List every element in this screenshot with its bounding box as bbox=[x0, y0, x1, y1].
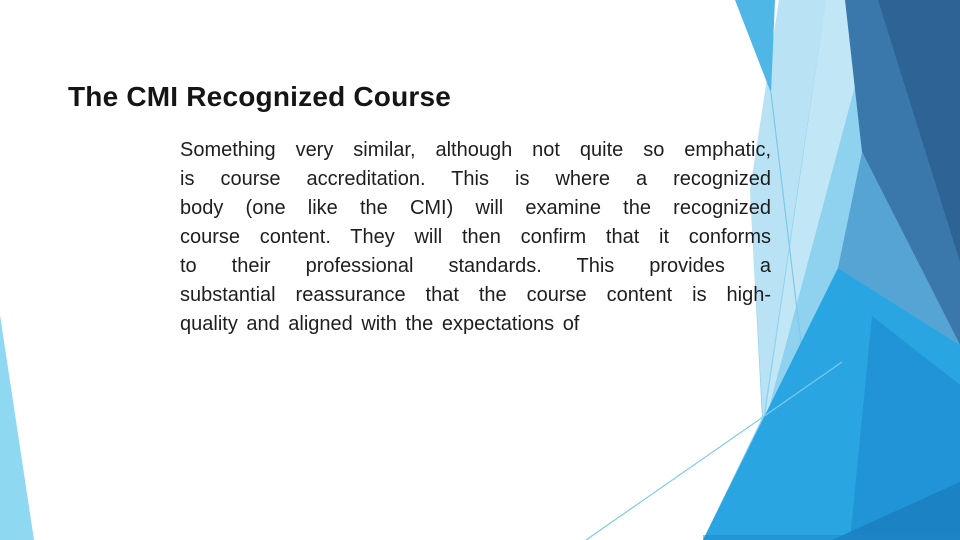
slide-body bbox=[180, 136, 771, 339]
body-line: course content. They will then confirm that it conforms bbox=[180, 226, 771, 248]
body-line: is course accreditation. This is where a recognized bbox=[180, 168, 771, 190]
body-line: Something very similar, although not quite so emphatic, bbox=[180, 139, 771, 161]
body-line: substantial reassurance that the course content is high- bbox=[180, 284, 771, 306]
body-line: quality and aligned with the expectations of bbox=[180, 313, 580, 335]
facet-top-wedge bbox=[735, 0, 775, 93]
left-corner-triangle bbox=[0, 315, 34, 540]
body-line: body (one like the CMI) will examine the recognized bbox=[180, 197, 771, 219]
slide-title: The CMI Recognized Course bbox=[68, 80, 452, 112]
body-line: to their professional standards. This provides a bbox=[180, 255, 771, 277]
bottom-strip bbox=[703, 535, 960, 540]
